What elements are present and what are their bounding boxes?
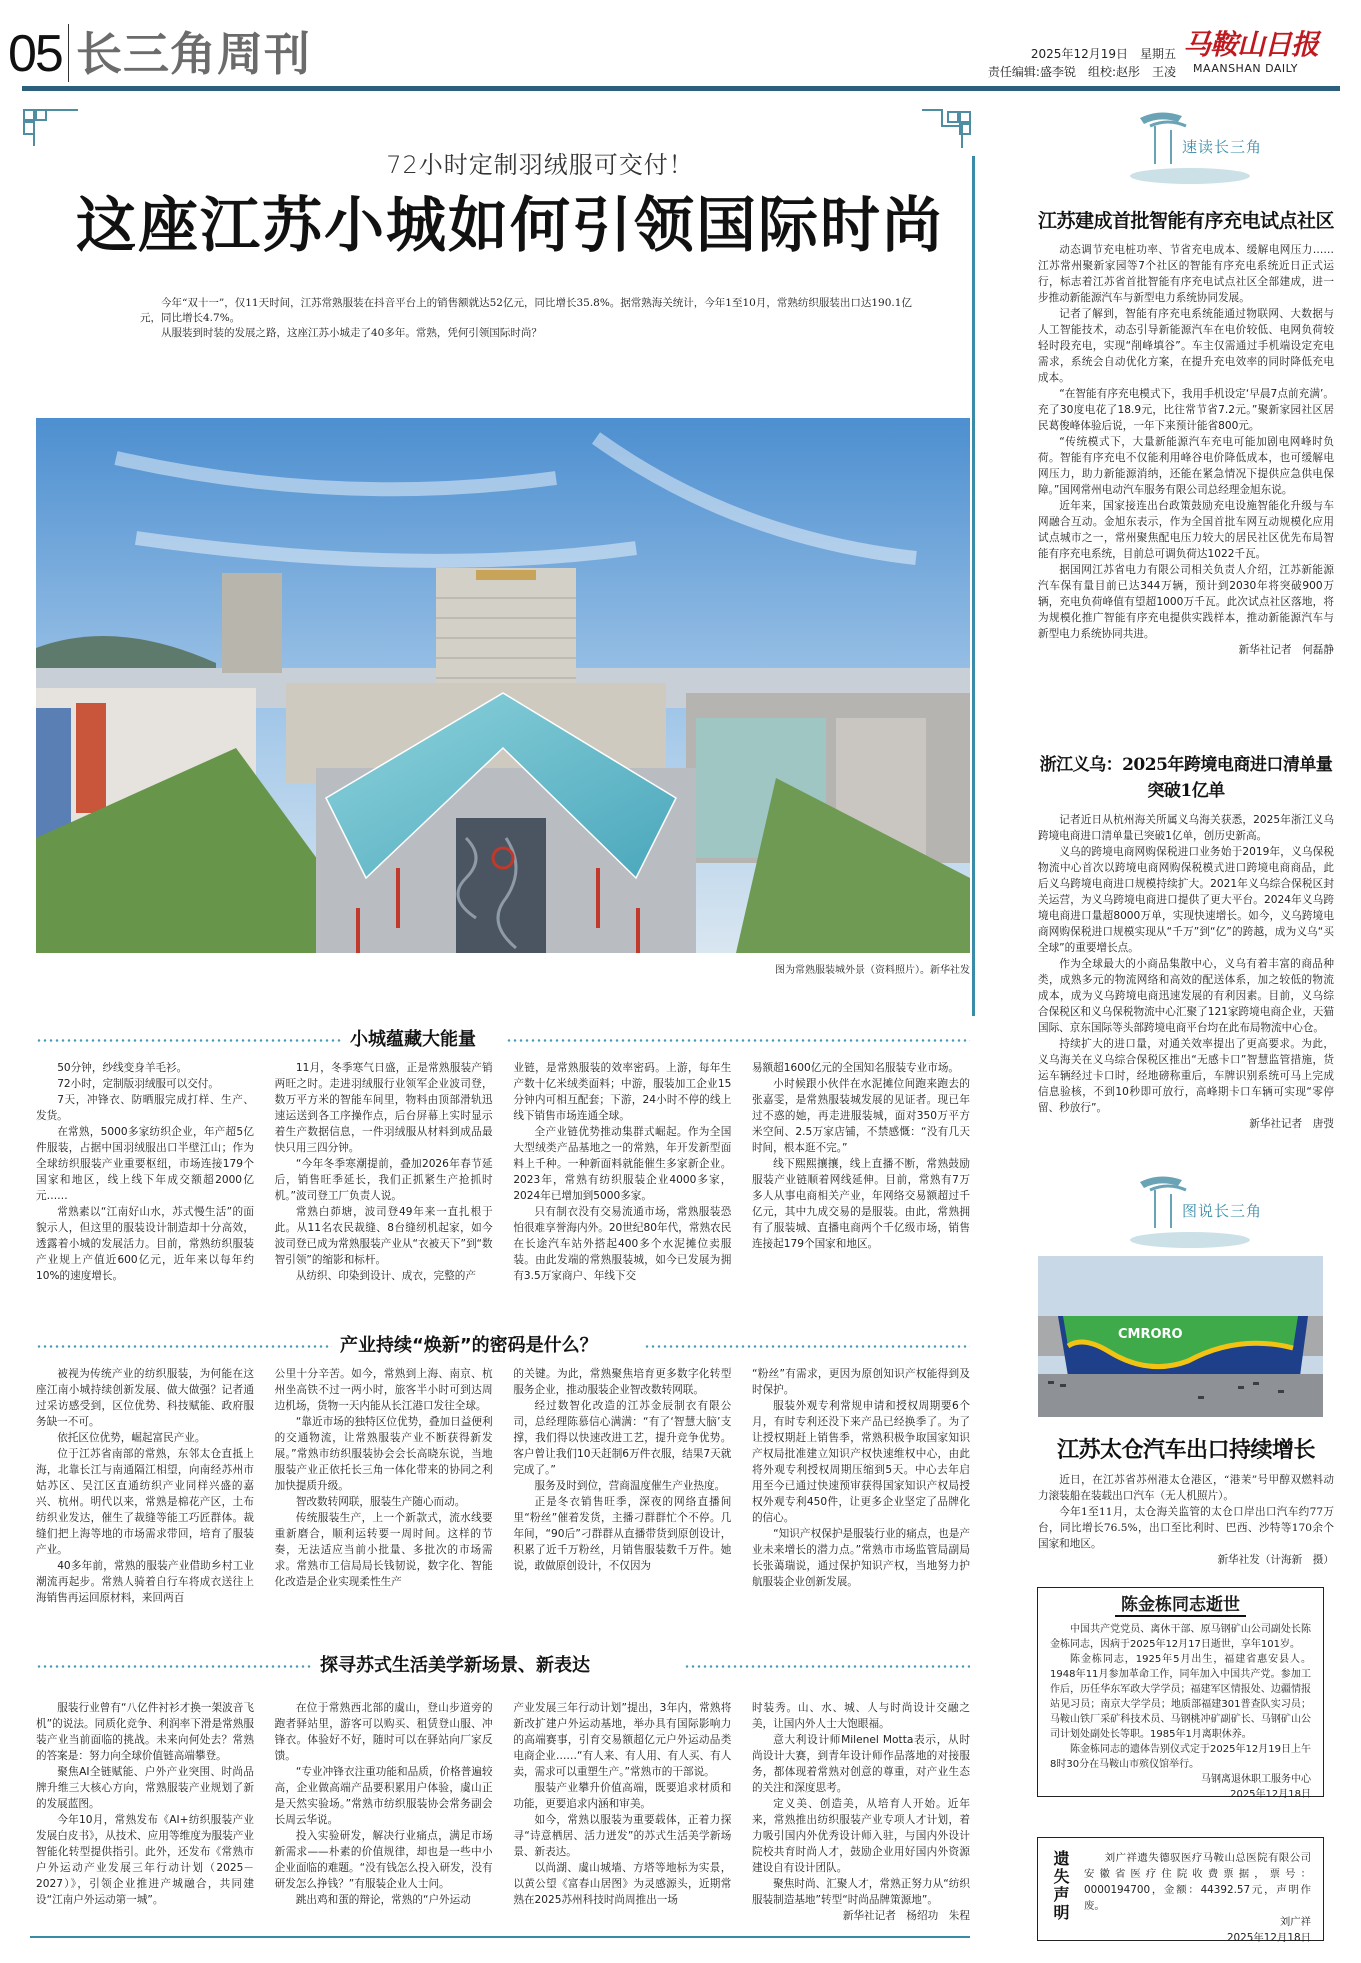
paragraph: 跳出鸡和蛋的辩论，常熟的“户外运动 — [295, 1894, 471, 1906]
paragraph: 作为全球最大的小商品集散中心，义乌有着丰富的商品种类，成熟多元的物流网络和高效的配送体系，加之较低的物流成本，成为义乌跨境电商迅速发展的有利因素。目前，义乌综合保税区和义乌保税物流中心汇聚了121家跨境电商企业，天猫国际、京东国际等头部跨境电商平台均在此布局物流中心仓。 — [1038, 958, 1334, 1034]
paragraph: 以尚湖、虞山城墙、方塔等地标为实景，以黄公望《富春山居图》为灵感源头，近期常熟在2025苏州科技时尚周推出一场 — [513, 1862, 732, 1906]
garment-city-photo-illustration — [36, 418, 970, 953]
lost-notice — [1037, 1837, 1324, 1944]
paragraph: 线下熙熙攘攘，线上直播不断，常熟鼓励服装产业链顺着网线延伸。目前，常熟有7万多人从事电商相关产业，年网络交易额超过千亿元，其中九成交易的是服装。由此，常熟拥有了服装城、直播电商两个千亿级市场，销售连接起179个国家和地区。 — [751, 1158, 970, 1250]
paragraph: 陈金栋同志，1925年5月出生，福建省惠安县人。1948年11月参加革命工作，同年加入中国共产党。参加工作后，历任华东军政大学学员；福建军区情报处、边疆情报站见习员；南京大学学员；地质部福建301普查队实习员；马鞍山铁厂采矿科技术员、马钢桃冲矿副矿长、马钢矿山公司计划处副处长等职。1985年1月离职休养。 — [1050, 1654, 1311, 1740]
paragraph: 被视为传统产业的纺织服装，为何能在这座江南小城持续创新发展、做大做强？记者通过采访感受到，区位优势、科技赋能、政府服务缺一不可。 — [36, 1368, 254, 1428]
page-number: 05 — [8, 25, 62, 83]
dotted-rule — [36, 1665, 316, 1668]
paragraph: 小时候跟小伙伴在水泥摊位间跑来跑去的张嘉雯，是常熟服装城发展的见证者。现已年过不惑的她，再走进服装城，面对350万平方米空间、2.5万家店铺，不禁感慨：“没有几天时间，根本逛不完。” — [751, 1078, 970, 1154]
dotted-rule — [36, 1345, 336, 1348]
article-column — [513, 1366, 731, 1606]
obituary-issuer: 马钢离退休职工服务中心 — [1201, 1774, 1311, 1785]
paragraph: 50分钟，纱线变身羊毛衫。 — [57, 1062, 188, 1074]
paragraph: 正是冬衣销售旺季，深夜的网络直播间里“粉丝”催着发货，主播刁群群忙个不停。几年间，“90后”刁群群从直播带货到原创设计，积累了近千万粉丝，月销售服装数千万件。她说，敢做原创设计，不仅因为 — [513, 1496, 732, 1572]
paragraph: 常熟白茆塘，波司登49年来一直扎根于此。从11名农民裁缝、8台缝纫机起家，如今波司登已成为常熟服装产业从“衣被天下”到“数智引领”的缩影和标杆。 — [274, 1206, 493, 1266]
paragraph: 聚焦AI全链赋能、户外产业突围、时尚品牌升维三大核心方向，常熟服装产业规划了新的发展蓝图。 — [36, 1766, 254, 1810]
paragraph: 记者了解到，智能有序充电系统能通过物联网、大数据与人工智能技术，动态引导新能源汽车在电价较低、电网负荷较轻时段充电，实现“削峰填谷”。车主仅需通过手机端设定充电需求，系统会自动优化方案，在提升充电效率的同时降低充电成本。 — [1038, 308, 1334, 384]
frame-corner-ornament-icon — [920, 108, 980, 148]
article-column — [513, 1060, 731, 1284]
frame-border — [972, 156, 975, 1016]
article-column — [36, 1060, 254, 1284]
lost-notice-date: 2025年12月18日 — [1226, 1932, 1311, 1944]
sidebar-byline: 新华社记者 何磊静 — [1238, 644, 1334, 656]
paragraph: 常熟素以“江南好山水，苏式慢生活”的面貌示人，但这里的服装设计制造却十分高效，透露着小城的发展活力。目前，常熟纺织服装产业规上产值近600亿元，近年来以每年约10%的速度增长。 — [36, 1206, 254, 1282]
article-column — [36, 1700, 254, 1924]
ship-photo — [1038, 1256, 1323, 1417]
newspaper-logo — [1183, 28, 1343, 80]
masthead-rule — [22, 86, 1340, 91]
paragraph: 依托区位优势，崛起富民产业。 — [57, 1432, 206, 1444]
dotted-rule — [506, 1039, 970, 1042]
paragraph: 公里十分辛苦。如今，常熟到上海、南京、杭州坐高铁不过一两小时，旅客半小时可到达周边机场，货物一天内能从长江港口发往全球。 — [274, 1368, 493, 1412]
paragraph: 服装外观专利常规申请和授权周期要6个月，有时专利还没下来产品已经换季了。为了让授权期赶上销售季，常熟积极争取国家知识产权局批准建立知识产权快速维权中心，由此将外观专利授权周期压缩到5天。中心去年启用至今已通过快速预审获得国家知识产权局授权外观专利450件，让更多企业坚定了品牌化的信心。 — [751, 1400, 970, 1524]
article-column — [752, 1700, 970, 1924]
section-subhead — [36, 1654, 970, 1678]
obituary-title — [1050, 1594, 1311, 1616]
paragraph: 中国共产党党员、离休干部、原马钢矿山公司副处长陈金栋同志，因病于2025年12月17日逝世，享年101岁。 — [1050, 1624, 1311, 1650]
paragraph: 从纺织、印染到设计、成衣，完整的产 — [295, 1270, 476, 1282]
paragraph: 刘广祥遗失德驭医疗马鞍山总医院有限公司安徽省医疗住院收费票据，票号：0000194700，金额：44392.57元，声明作废。 — [1084, 1852, 1311, 1912]
sidebar-story — [1038, 208, 1334, 658]
paragraph: 动态调节充电桩功率、节省充电成本、缓解电网压力……江苏常州聚新家园等7个社区的智能有序充电系统近日正式运行，标志着江苏省首批智能有序充电试点社区全部建成，进一步推动新能源汽车与新型电力系统协同发展。 — [1038, 244, 1334, 304]
article-columns — [36, 1366, 970, 1606]
dotted-rule — [644, 1345, 970, 1348]
paragraph: 11月，冬季寒气日盛，正是常熟服装产销两旺之时。走进羽绒服行业领军企业波司登，数万平方米的智能车间里，物料由顶部滑轨迅速运送到各工序操作点，后台屏幕上实时显示着生产数据信息，一件羽绒服从材料到成品最快只用三四分钟。 — [274, 1062, 493, 1154]
paragraph: “粉丝”有需求，更因为原创知识产权能得到及时保护。 — [751, 1368, 970, 1396]
lede-paragraph: 今年“双十一”，仅11天时间，江苏常熟服装在抖音平台上的销售额就达52亿元，同比增长35.8%。据常熟海关统计，今年1至10月，常熟纺织服装出口达190.1亿元，同比增长4.7%。 — [140, 297, 912, 324]
paragraph: “今年冬季寒潮提前，叠加2026年春节延后，销售旺季延长，我们正抓紧生产抢抓时机。”波司登工厂负责人说。 — [274, 1158, 493, 1202]
issue-date: 2025年12月19日 星期五 — [1030, 47, 1176, 61]
sidebar-byline: 新华社记者 唐弢 — [1249, 1118, 1334, 1130]
paragraph: 时装秀。山、水、城、人与时尚设计交融之美，让国内外人士大饱眼福。 — [751, 1702, 970, 1730]
dotted-rule — [36, 1039, 346, 1042]
paragraph: “知识产权保护是服装行业的痛点，也是产业未来增长的潜力点。”常熟市市场监管局副局长张蔼瑞说，通过保护知识产权，当地努力护航服装企业创新发展。 — [751, 1528, 970, 1588]
sidebar-byline: 新华社发（计海新 摄） — [1217, 1554, 1334, 1566]
paragraph: 72小时，定制版羽绒服可以交付。 — [57, 1078, 219, 1090]
paragraph: 服务及时到位，营商温度催生产业热度。 — [534, 1480, 726, 1492]
paragraph: 的关键。为此，常熟聚焦培育更多数字化转型服务企业，推动服装企业智改数转网联。 — [513, 1368, 732, 1396]
sidebar-story-body — [1038, 1472, 1334, 1568]
svg-text:CMRORO: CMRORO — [1118, 1327, 1183, 1342]
photo-caption: 图为常熟服装城外景（资料照片）。新华社发 — [775, 965, 970, 976]
paragraph: 40多年前，常熟的服装产业借助乡村工业潮流再起步。常熟人骑着自行车将成衣送往上海销售再运回原材料，来回两百 — [36, 1560, 254, 1604]
masthead-divider — [68, 24, 69, 82]
emblem-label: 图说长三角 — [1182, 1202, 1263, 1220]
subhead-label: 探寻苏式生活美学新场景、新表达 — [312, 1654, 598, 1678]
paragraph: 投入实验研发，解决行业痛点，满足市场新需求——朴素的价值规律，却也是一些中小企业面临的难题。“没有钱怎么投入研发，没有研发怎么挣钱？”有服装企业人士问。 — [274, 1830, 493, 1890]
obituary-date: 2025年12月18日 — [1230, 1789, 1311, 1800]
frame-corner-ornament-icon — [22, 108, 82, 148]
article-column — [275, 1366, 493, 1606]
logo-english: MAANSHAN DAILY — [1193, 62, 1299, 75]
logo-chinese: 马鞍山日报 — [1183, 28, 1319, 61]
lost-notice-name: 刘广祥 — [1279, 1916, 1311, 1928]
paragraph: 在常熟，5000多家纺织企业，年产超5亿件服装，占据中国羽绒服出口半壁江山；作为全球纺织服装产业重要枢纽，市场连接179个国家和地区，线上线下年成交额超2000亿元…… — [36, 1126, 254, 1202]
paragraph: 服装产业攀升价值高端，既要追求材质和功能，更要追求内涵和审美。 — [513, 1782, 732, 1810]
obituary-body — [1050, 1622, 1311, 1802]
section-emblem — [1120, 1172, 1270, 1252]
car-carrier-ship-illustration — [1038, 1256, 1323, 1417]
paragraph: 持续扩大的进口量，对通关效率提出了更高要求。为此，义乌海关在义乌综合保税区推出“无感卡口”智慧监管措施，货运车辆经过卡口时，经地磅称重后，车牌识别系统可马上完成信息验核，不到10秒即可放行，高峰期卡口车辆可实现“零停留、秒放行”。 — [1038, 1038, 1334, 1114]
sidebar-story — [1038, 752, 1334, 1132]
article-bottom-rule — [30, 1936, 970, 1938]
sidebar-story-title: 江苏建成首批智能有序充电试点社区 — [1038, 210, 1335, 232]
article-column — [275, 1060, 493, 1284]
paragraph: 在位于常熟西北部的虞山，登山步道旁的跑者驿站里，游客可以购买、租赁登山服、冲锋衣。体验好不好，随时可以在驿站向厂家反馈。 — [274, 1702, 493, 1762]
sidebar-story-body — [1038, 242, 1334, 658]
paragraph: 只有制衣没有交易流通市场，常熟服装恐怕很难享誉海内外。20世纪80年代，常熟农民在长途汽车站外搭起400多个水泥摊位卖服装。由此发端的常熟服装城，如今已发展为拥有3.5万家商户、年线下交 — [513, 1206, 732, 1282]
story-headline: 这座江苏小城如何引领国际时尚 — [76, 191, 944, 261]
masthead — [0, 0, 1361, 90]
subhead-label: 产业持续“焕新”的密码是什么？ — [332, 1334, 606, 1358]
obituary-notice — [1037, 1587, 1324, 1800]
sidebar-story-title: 浙江义乌：2025年跨境电商进口清单量突破1亿单 — [1039, 755, 1333, 801]
hero-photo — [36, 418, 970, 953]
article-byline: 新华社记者 杨绍功 朱程 — [842, 1910, 970, 1922]
paragraph: 今年10月，常熟发布《AI+纺织服装产业发展白皮书》，从技术、应用等维度为服装产业智能化转型提供指引。此外，还发布《常熟市户外运动产业发展三年行动计划（2025－2027）》，引领企业推进产城融合，共同建设“江南户外运动第一城”。 — [36, 1814, 254, 1906]
lost-notice-body — [1084, 1850, 1311, 1944]
sidebar-story — [1038, 1436, 1334, 1568]
article-columns — [36, 1060, 970, 1284]
section-subhead — [36, 1334, 970, 1358]
paragraph: 陈金栋同志的遗体告别仪式定于2025年12月19日上午8时30分在马鞍山市殡仪馆举行。 — [1050, 1744, 1311, 1770]
paragraph: 全产业链优势推动集群式崛起。作为全国大型绒类产品基地之一的常熟，年开发新型面料上千种。一种新面料就能催生多家新企业。2023年，常熟有纺织服装企业4000多家，2024年已增加到5000多家。 — [513, 1126, 732, 1202]
lost-notice-label: 遗失声明 — [1051, 1850, 1070, 1922]
paragraph: “传统模式下，大量新能源汽车充电可能加剧电网峰时负荷。智能有序充电不仅能利用峰谷电价降低成本，也可缓解电网压力，助力新能源消纳，还能在紧急情况下提供应急供电保障。”国网常州电动汽车服务有限公司总经理金旭东说。 — [1038, 436, 1334, 496]
article-column — [513, 1700, 731, 1924]
paragraph: “专业冲锋衣注重功能和品质，价格普遍较高，企业做高端产品要积累用户体验，虞山正是天然实验场。”常熟市纺织服装协会常务副会长周云华说。 — [274, 1766, 493, 1826]
paragraph: 位于江苏省南部的常熟，东邻太仓直抵上海，北靠长江与南通隔江相望，向南经苏州市姑苏区、吴江区直通纺织产业同样兴盛的嘉兴、杭州。明代以来，常熟是棉花产区，土布纺织业发达，催生了裁缝等能工巧匠群体。裁缝们把上海等地的市场需求带回，培育了服装产业。 — [36, 1448, 254, 1556]
section-emblem — [1120, 108, 1270, 188]
paragraph: 易额超1600亿元的全国知名服装专业市场。 — [751, 1062, 960, 1074]
paragraph: “靠近市场的独特区位优势，叠加日益便利的交通物流，让常熟服装产业不断获得新发展。”常熟市纺织服装协会会长高晓东说，当地服装产业正依托长三角一体化带来的协同之利加快提质升级。 — [274, 1416, 493, 1492]
article-columns — [36, 1700, 970, 1924]
article-column — [752, 1060, 970, 1284]
section-subhead — [36, 1028, 970, 1052]
paragraph: 近年来，国家接连出台政策鼓励充电设施智能化升级与车网融合互动。金旭东表示，作为全国首批车网互动规模化应用试点城市之一，常州聚焦配电压力较大的居民社区优先布局智能有序充电系统，目前总可调负荷达1022千瓦。 — [1038, 500, 1334, 560]
paragraph: 产业发展三年行动计划”提出，3年内，常熟将新改扩建户外运动基地，举办具有国际影响力的高端赛事，引育交易额超亿元户外运动品类电商企业……“有人来、有人用、有人买、有人卖，需求可以重塑生产。”常熟市的干部说。 — [513, 1702, 732, 1778]
paragraph: 义乌的跨境电商网购保税进口业务始于2019年，义乌保税物流中心首次以跨境电商网购保税模式进口跨境电商商品，此后义乌跨境电商进口规模持续扩大。2021年义乌综合保税区封关运营，为义乌跨境电商进口提供了更大平台。2024年义乌跨境电商进口量超8000万单，实现快速增长。如今，义乌跨境电商网购保税进口规模实现从“千万”到“亿”的跨越，成为义乌“买全球”的重要增长点。 — [1038, 846, 1334, 954]
subhead-label: 小城蕴藏大能量 — [342, 1028, 484, 1052]
section-title: 长三角周刊 — [76, 27, 311, 81]
article-column — [36, 1366, 254, 1606]
paragraph: 传统服装生产，上一个新款式，流水线要重新磨合，顺利运转要一周时间。这样的节奏，无法适应当前小批量、多批次的市场需求。常熟市工信局局长钱韧说，数字化、智能化改造是企业实现柔性生产 — [274, 1512, 493, 1588]
obituary-title-text: 陈金栋同志逝世 — [1115, 1595, 1246, 1617]
paragraph: 经过数智化改造的江苏金辰制衣有限公司，总经理陈慕信心满满：“有了‘智慧大脑’支撑，我们得以快速改进工艺，提升竞争优势。客户曾让我们10天赶制6万件衣服，结果7天就完成了。” — [513, 1400, 732, 1476]
editor-credits: 责任编辑:盛李锐 组校:赵彤 王凌 — [987, 65, 1176, 79]
article-column — [275, 1700, 493, 1924]
paragraph: 业链，是常熟服装的效率密码。上游，每年生产数十亿米绒类面料；中游，服装加工企业15分钟内可相互配套；下游，24小时不停的线上线下销售市场连通全球。 — [513, 1062, 732, 1122]
paragraph: 近日，在江苏省苏州港太仓港区，“港茉”号甲醇双燃料动力滚装船在装载出口汽车（无人机照片）。 — [1038, 1474, 1334, 1502]
sidebar-story-body — [1038, 812, 1334, 1132]
dotted-rule — [684, 1665, 970, 1668]
paragraph: 如今，常熟以服装为重要载体，正着力探寻“诗意栖居、活力迸发”的苏式生活美学新场景、新表达。 — [513, 1814, 732, 1858]
article-column — [752, 1366, 970, 1606]
sidebar-story-title: 江苏太仓汽车出口持续增长 — [1056, 1437, 1315, 1463]
story-lede — [140, 296, 920, 341]
lede-paragraph: 从服装到时装的发展之路，这座江苏小城走了40多年。常熟，凭何引领国际时尚？ — [161, 327, 542, 339]
paragraph: 今年1至11月，太仓海关监管的太仓口岸出口汽车约77万台，同比增长76.5%，出口至比利时、巴西、沙特等170余个国家和地区。 — [1038, 1506, 1334, 1550]
paragraph: 记者近日从杭州海关所属义乌海关获悉，2025年浙江义乌跨境电商进口清单量已突破1亿单，创历史新高。 — [1038, 814, 1334, 842]
paragraph: 智改数转网联，服装生产随心而动。 — [295, 1496, 466, 1508]
paragraph: 聚焦时尚、汇聚人才，常熟正努力从“纺织服装制造基地”转型“时尚品牌策源地”。 — [751, 1878, 970, 1906]
paragraph: 7天，冲锋衣、防晒服完成打样、生产、发货。 — [36, 1094, 254, 1122]
paragraph: 定义美、创造美，从培育人开始。近年来，常熟推出纺织服装产业专项人才计划，着力吸引国内外优秀设计师入驻，与国内外设计院校共育时尚人才，鼓励企业用好国内外资源建设自有设计团队。 — [751, 1798, 970, 1874]
paragraph: 服装行业曾有“八亿件衬衫才换一架波音飞机”的说法。同质化竞争、利润率下滑是常熟服装产业当前面临的挑战。未来向何处去？常熟的答案是：努力向全球价值链高端攀登。 — [36, 1702, 254, 1762]
paragraph: 意大利设计师Milenel Motta表示，从时尚设计大赛，到青年设计师作品落地的对接服务，都体现着常熟对创意的尊重，对产业生态的关注和深度思考。 — [751, 1734, 970, 1794]
story-kicker: 72小时定制羽绒服可交付！ — [386, 151, 694, 179]
paragraph: 据国网江苏省电力有限公司相关负责人介绍，江苏新能源汽车保有量目前已达344万辆，预计到2030年将突破900万辆，充电负荷峰值有望超1000万千瓦。此次试点社区落地，将为规模化推广智能有序充电提供实践样本，推动新能源汽车与新型电力系统协同共进。 — [1038, 564, 1334, 640]
paragraph: “在智能有序充电模式下，我用手机设定‘早晨7点前充满’。充了30度电花了18.9元，比往常节省7.2元。”聚新家园社区居民葛俊峰体验后说，一年下来预计能省800元。 — [1038, 388, 1334, 432]
emblem-label: 速读长三角 — [1182, 138, 1263, 156]
